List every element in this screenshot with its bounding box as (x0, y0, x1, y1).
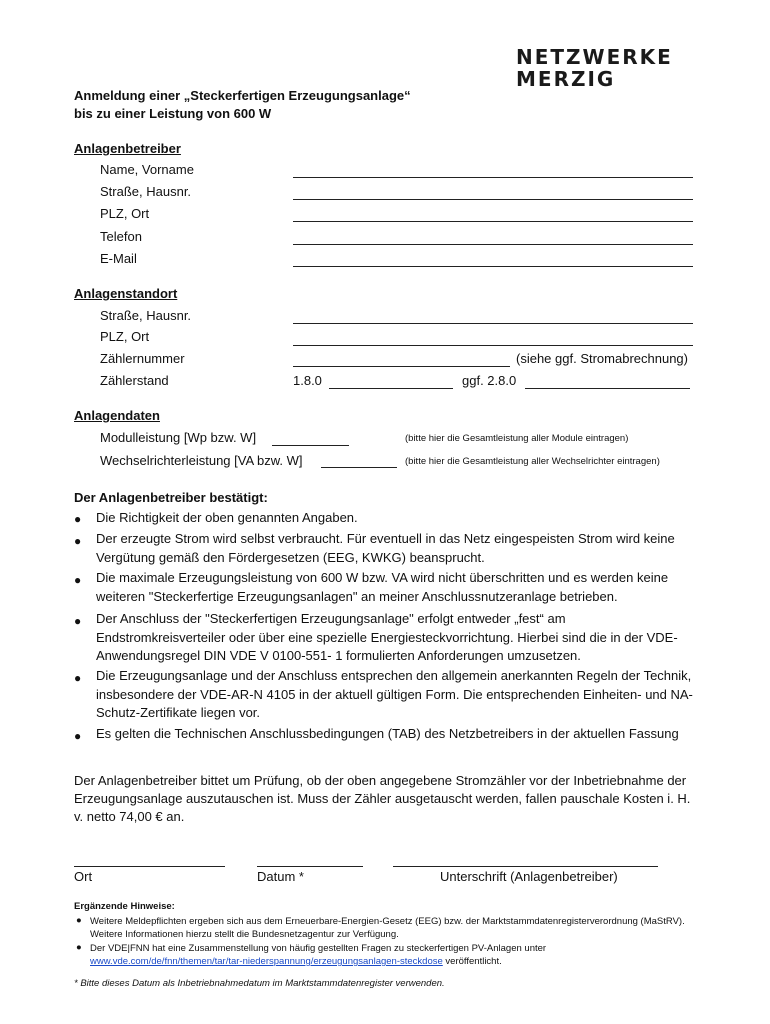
field-label-zaehlernummer: Zählernummer (100, 351, 185, 366)
hint-item-2 (90, 942, 700, 968)
wechselrichter-note: (bitte hier die Gesamtleistung aller Wechselrichter eintragen) (405, 456, 660, 467)
document-title (74, 87, 411, 123)
field-label-modulleistung: Modulleistung [Wp bzw. W] (100, 430, 257, 445)
field-label-wechselrichter: Wechselrichterleistung [VA bzw. W] (100, 453, 303, 468)
logo-line-2: MERZIG (516, 67, 616, 91)
logo-line-1: NETZWERKE (516, 45, 673, 69)
confirm-heading: Der Anlagenbetreiber bestätigt: (74, 490, 268, 505)
hint-item-2-suffix: veröffentlicht. (442, 956, 502, 967)
input-line-wechselrichter[interactable] (321, 467, 397, 468)
bullet-icon: ● (76, 942, 82, 953)
field-label-standort-plz: PLZ, Ort (100, 329, 150, 344)
bullet-icon: ● (74, 573, 82, 587)
hint-item-1: Weitere Meldepflichten ergeben sich aus dem Erneuerbare-Energien-Gesetz (EEG) bzw. der Marktstammdatenregisterverordnung (MaStRV). Weitere Informationen hierzu stellt die Bundesnetzagentur zur Verfügung. (90, 916, 685, 940)
input-line-street[interactable] (293, 199, 693, 200)
final-paragraph: Der Anlagenbetreiber bittet um Prüfung, ob der oben angegebene Stromzähler vor der Inbetriebnahme der Erzeugungsanlage auszutauschen ist. Muss der Zähler ausgetauscht werden, fallen pauschale Kosten i. H. v. netto 74,00 € an. (74, 773, 691, 824)
bullet-icon: ● (74, 534, 82, 548)
bullet-icon: ● (74, 614, 82, 628)
bullet-icon: ● (74, 729, 82, 743)
confirm-item-3: Die maximale Erzeugungsleistung von 600 W bzw. VA wird nicht überschritten und es werden keine weiteren "Steckerfertige Erzeugungsanlagen" an meiner Anschlussnutzeranlage betrieben. (96, 570, 669, 604)
input-line-name[interactable] (293, 177, 693, 178)
input-line-telefon[interactable] (293, 244, 693, 245)
modulleistung-note: (bitte hier die Gesamtleistung aller Module eintragen) (405, 433, 629, 444)
field-label-zaehlerstand: Zählerstand (100, 373, 169, 388)
zaehlernummer-note: (siehe ggf. Stromabrechnung) (516, 351, 688, 366)
field-label-standort-street: Straße, Hausnr. (100, 308, 192, 323)
signature-label-ort: Ort (74, 869, 93, 884)
field-label-street: Straße, Hausnr. (100, 184, 192, 199)
field-label-name: Name, Vorname (100, 162, 194, 177)
confirm-item-1: Die Richtigkeit der oben genannten Angaben. (96, 510, 358, 525)
title-line-1: Anmeldung einer „Steckerfertigen Erzeugungsanlage“ (74, 88, 411, 103)
title-line-2: bis zu einer Leistung von 600 W (74, 106, 272, 121)
hints-heading: Ergänzende Hinweise: (74, 901, 175, 912)
field-label-plz: PLZ, Ort (100, 206, 150, 221)
signature-label-unterschrift: Unterschrift (Anlagenbetreiber) (440, 869, 618, 884)
reading-label-180: 1.8.0 (293, 373, 322, 388)
vde-faq-link[interactable]: www.vde.com/de/fnn/themen/tar/tar-niederspannung/erzeugungsanlagen-steckdose (90, 956, 443, 967)
signature-line-unterschrift[interactable] (393, 866, 658, 867)
signature-line-ort[interactable] (74, 866, 225, 867)
field-label-email: E-Mail (100, 251, 137, 266)
confirm-item-2: Der erzeugte Strom wird selbst verbraucht. Für eventuell in das Netz eingespeisten Strom wird keine Vergütung gemäß den Fördergesetzen (EEG, KWKG) beansprucht. (96, 531, 675, 565)
bullet-icon: ● (74, 671, 82, 685)
input-line-standort-plz[interactable] (293, 345, 693, 346)
hint-item-2-text: Der VDE|FNN hat eine Zusammenstellung von häufig gestellten Fragen zu steckerfertigen PV-Anlagen unter (90, 943, 547, 954)
signature-line-datum[interactable] (257, 866, 363, 867)
input-line-plz[interactable] (293, 221, 693, 222)
company-logo (516, 46, 673, 90)
reading-label-280: ggf. 2.8.0 (462, 373, 517, 388)
section-heading-betreiber: Anlagenbetreiber (74, 141, 181, 156)
signature-label-datum: Datum * (257, 869, 304, 884)
field-label-telefon: Telefon (100, 229, 142, 244)
bullet-icon: ● (74, 512, 82, 526)
bullet-icon: ● (76, 915, 82, 926)
section-heading-anlagendaten: Anlagendaten (74, 408, 160, 423)
section-heading-standort: Anlagenstandort (74, 286, 178, 301)
confirm-item-5: Die Erzeugungsanlage und der Anschluss entsprechen den allgemein anerkannten Regeln der Technik, insbesondere der VDE-AR-N 4105 in der aktuell gültigen Form. Die entsprechenden Einheiten- und NA-Schutz-Zertifikate liegen vor. (96, 668, 693, 720)
input-line-zaehlernummer[interactable] (293, 366, 510, 367)
input-line-modulleistung[interactable] (272, 445, 349, 446)
input-line-reading-180[interactable] (329, 388, 453, 389)
input-line-standort-street[interactable] (293, 323, 693, 324)
input-line-email[interactable] (293, 266, 693, 267)
confirm-item-6: Es gelten die Technischen Anschlussbedingungen (TAB) des Netzbetreibers in der aktuellen Fassung (96, 726, 679, 741)
footnote: * Bitte dieses Datum als Inbetriebnahmedatum im Marktstammdatenregister verwenden. (74, 978, 445, 989)
input-line-reading-280[interactable] (525, 388, 690, 389)
confirm-item-4: Der Anschluss der "Steckerfertigen Erzeugungsanlage" erfolgt entweder „fest“ am Endstromkreisverteiler oder über eine spezielle Energiesteckvorrichtung. Hierbei sind die in der VDE-Anwendungsregel DIN VDE V 0100-551- 1 formulierten Anforderungen umzusetzen. (96, 611, 678, 663)
